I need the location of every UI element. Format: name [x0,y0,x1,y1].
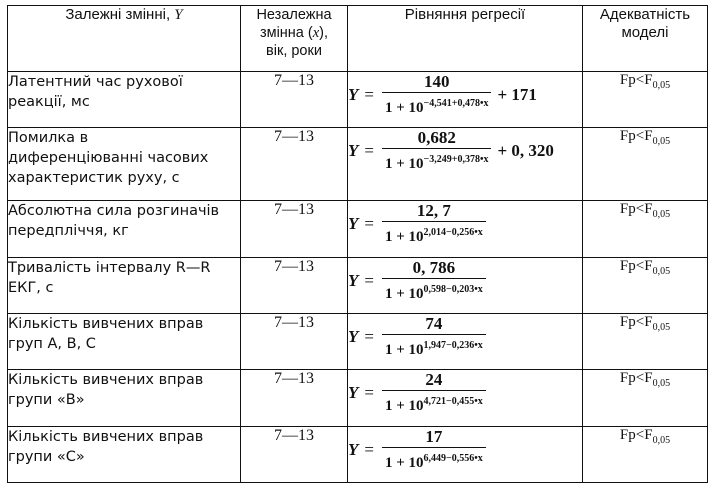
formula-equals: = [364,141,374,161]
dependent-variable-cell [8,370,241,426]
formula-fraction [382,314,486,360]
header-dependent-text: Залежні змінні, [65,6,175,23]
formula-y: Y [348,270,359,290]
formula-fraction [382,128,491,174]
formula-exponent: 2,014−0,256•x [423,227,483,239]
adequacy-text: Fp<F [619,426,653,443]
header-dependent-var: Y [174,7,183,23]
formula-numerator: 12, 7 [416,201,451,221]
formula-den-base: 1 + 10 [384,229,424,246]
header-adequacy-line1: Адекватність [599,6,691,23]
formula-fraction [382,72,491,118]
regression-formula [348,258,582,304]
formula-numerator: 0,682 [417,128,456,148]
header-equation: Рівняння регресії [348,6,583,72]
adequacy-subscript: 0,05 [652,265,671,277]
model-adequacy-cell [583,201,708,257]
formula-numerator: 24 [425,370,443,390]
formula-denominator [382,221,486,247]
formula-y: Y [348,141,359,161]
dependent-variable-line: Помилка в [8,130,89,147]
dependent-variable-cell [8,314,241,370]
regression-equation-cell [348,314,583,370]
formula-y: Y [348,85,359,104]
header-independent-var: x [312,25,320,41]
header-dependent [8,6,241,72]
adequacy-subscript: 0,05 [652,136,671,148]
model-adequacy-cell [583,72,708,128]
formula-equals: = [364,383,374,403]
formula-den-base: 1 + 10 [384,454,424,471]
formula-equals: = [364,439,374,459]
formula-numerator: 0, 786 [412,257,456,277]
formula-denominator [382,148,491,174]
formula-denominator [382,390,486,416]
adequacy-text: Fp<F [619,201,653,218]
header-independent-line2a: змінна ( [259,25,313,41]
formula-fraction [382,427,486,473]
model-adequacy-cell [583,257,708,313]
dependent-variable-cell [8,257,241,313]
regression-formula [348,314,582,360]
dependent-variable-line: Латентний час рухової [8,74,183,90]
regression-table [7,5,708,483]
age-range-cell: 7—13 [241,201,348,257]
adequacy-text: Fp<F [619,314,653,331]
formula-y: Y [348,383,359,403]
regression-equation-cell [348,72,583,128]
dependent-variable-cell [8,201,241,257]
formula-den-base: 1 + 10 [384,100,424,116]
formula-den-base: 1 + 10 [384,398,424,415]
table-row [8,426,708,482]
table-body [8,72,708,483]
age-range-cell: 7—13 [241,370,348,426]
dependent-variable-line: Тривалість інтервалу R—R [8,259,211,276]
dependent-variable-line: Кількість вивчених вправ [8,316,204,333]
formula-equals: = [364,270,374,290]
formula-fraction [382,258,486,304]
adequacy-subscript: 0,05 [652,378,671,390]
header-adequacy-line2: моделі [621,24,669,41]
adequacy-text: Fp<F [619,128,653,145]
adequacy-text: Fp<F [619,370,653,387]
adequacy-subscript: 0,05 [652,209,671,221]
dependent-variable-line: Абсолютна сила розгиначів [8,203,220,220]
table-row [8,370,708,426]
formula-denominator [382,92,491,118]
regression-equation-cell [348,426,583,482]
formula-constant: + 171 [497,85,537,104]
table-row [8,314,708,370]
formula-denominator [382,447,486,473]
regression-equation-cell [348,201,583,257]
dependent-variable-line: передпліччя, кг [8,223,129,240]
table-row [8,72,708,128]
table-row [8,201,708,257]
adequacy-text: Fp<F [619,72,653,88]
formula-denominator [382,278,486,304]
formula-denominator [382,334,486,360]
model-adequacy-cell [583,314,708,370]
dependent-variable-line: Кількість вивчених вправ [8,428,204,445]
dependent-variable-line: групи «В» [8,392,85,409]
formula-numerator: 140 [423,72,450,91]
table-header-row [8,6,708,72]
formula-exponent: 4,721−0,455•x [423,396,483,408]
table-row [8,257,708,313]
formula-numerator: 17 [425,426,443,446]
formula-exponent: 0,598−0,203•x [423,283,483,295]
regression-formula [348,128,582,174]
regression-formula [348,370,582,416]
formula-den-base: 1 + 10 [384,156,424,173]
header-independent-line2 [241,24,347,42]
dependent-variable-line: ЕКГ, с [8,279,54,296]
age-range-cell: 7—13 [241,72,348,128]
model-adequacy-cell [583,128,708,201]
formula-constant: + 0, 320 [497,141,554,161]
model-adequacy-cell [583,426,708,482]
regression-formula [348,427,582,473]
formula-fraction [382,201,486,247]
age-range-cell: 7—13 [241,426,348,482]
formula-equals: = [364,85,374,104]
formula-exponent: −4,541+0,478•x [423,98,489,109]
adequacy-subscript: 0,05 [652,434,671,446]
formula-y: Y [348,327,359,347]
dependent-variable-cell [8,72,241,128]
header-independent-line1: Незалежна [256,7,332,23]
dependent-variable-line: реакції, мс [8,94,90,110]
regression-formula [348,72,582,118]
regression-equation-cell [348,370,583,426]
formula-exponent: 6,449−0,556•x [423,452,483,464]
adequacy-text: Fp<F [619,257,653,274]
formula-den-base: 1 + 10 [384,342,424,359]
header-independent-line3: вік, роки [266,43,322,59]
dependent-variable-line: груп А, В, С [8,336,96,353]
adequacy-subscript: 0,05 [652,322,671,334]
formula-y: Y [348,439,359,459]
regression-equation-cell [348,257,583,313]
adequacy-subscript: 0,05 [652,80,671,91]
formula-equals: = [364,327,374,347]
formula-y: Y [348,214,359,234]
dependent-variable-line: характеристик руху, с [8,170,180,187]
dependent-variable-line: групи «С» [8,448,85,465]
header-adequacy [583,6,708,72]
formula-den-base: 1 + 10 [384,285,424,302]
dependent-variable-cell [8,426,241,482]
age-range-cell: 7—13 [241,314,348,370]
dependent-variable-line: Кількість вивчених вправ [8,372,204,389]
age-range-cell: 7—13 [241,128,348,201]
table-row [8,128,708,201]
regression-formula [348,201,582,247]
dependent-variable-line: диференціюванні часових [8,150,209,167]
formula-numerator: 74 [425,314,443,334]
formula-exponent: −3,249+0,378•x [423,154,489,166]
header-independent [241,6,348,72]
regression-equation-cell [348,128,583,201]
age-range-cell: 7—13 [241,257,348,313]
formula-fraction [382,370,486,416]
model-adequacy-cell [583,370,708,426]
dependent-variable-cell [8,128,241,201]
formula-exponent: 1,947−0,236•x [423,340,483,352]
header-independent-line2b: ), [319,25,329,41]
formula-equals: = [364,214,374,234]
